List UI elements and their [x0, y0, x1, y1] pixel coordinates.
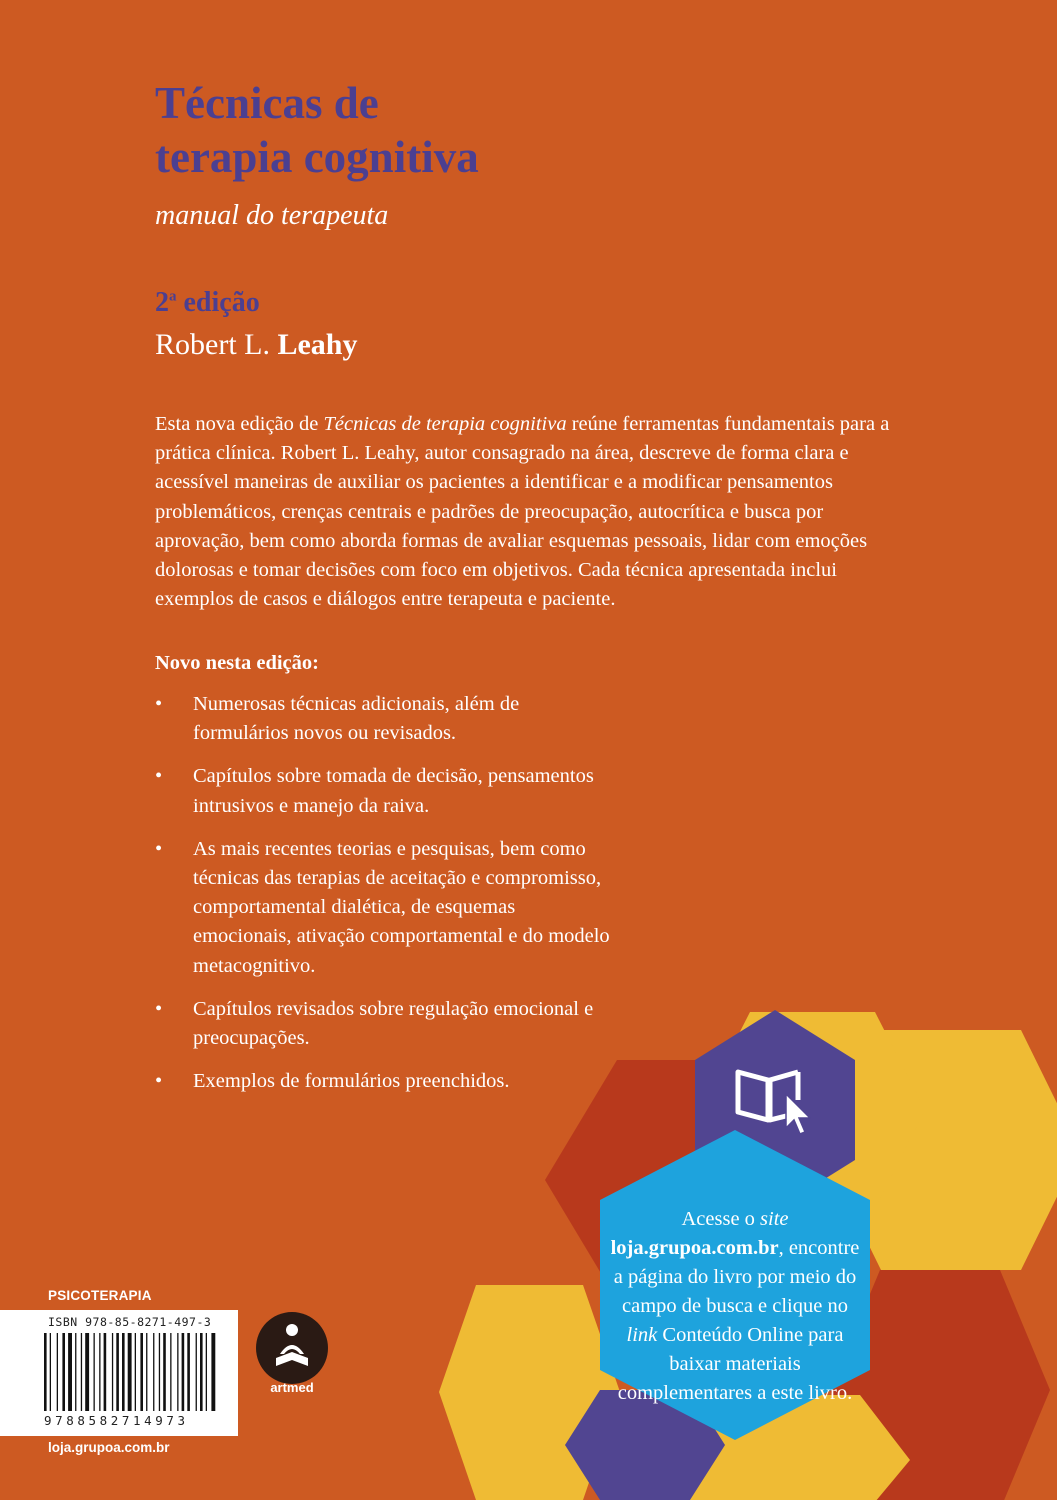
barcode-bar — [122, 1333, 125, 1411]
barcode-bar — [140, 1333, 143, 1411]
barcode-bar — [146, 1333, 147, 1411]
online-link-word: link — [626, 1324, 658, 1346]
edition-word: edição — [183, 287, 260, 318]
online-content-info — [610, 1205, 860, 1408]
barcode-bar — [94, 1333, 95, 1411]
barcode-bar — [135, 1333, 136, 1411]
online-intro: Acesse o — [681, 1208, 761, 1230]
bullet: • — [155, 765, 163, 788]
category-label: PSICOTERAPIA — [48, 1288, 152, 1303]
barcode-bar — [128, 1333, 132, 1411]
barcode-bar — [57, 1333, 58, 1411]
description-part-1: Esta nova edição de — [155, 413, 324, 435]
barcode-bar — [104, 1333, 107, 1411]
barcode-bar — [44, 1333, 47, 1411]
feature-text: Capítulos revisados sobre regulação emocional e preocupações. — [193, 997, 594, 1050]
publisher-name: artmed — [270, 1380, 314, 1395]
new-features-heading: Novo nesta edição: — [155, 652, 319, 674]
barcode-bar — [159, 1333, 160, 1411]
title-line-2: terapia cognitiva — [155, 132, 479, 182]
barcode-bar — [81, 1333, 82, 1411]
feature-text: Exemplos de formulários preenchidos. — [193, 1070, 510, 1093]
bullet: • — [155, 837, 163, 860]
author-first-name: Robert L. — [155, 328, 270, 361]
publisher-logo — [254, 1310, 330, 1410]
barcode-bar — [75, 1333, 76, 1411]
barcode-bar — [206, 1333, 207, 1411]
barcode-bar — [187, 1333, 190, 1411]
barcode-bar — [182, 1333, 185, 1411]
store-link[interactable]: loja.grupoa.com.br — [610, 1237, 779, 1259]
feature-text: Capítulos sobre tomada de decisão, pensamentos intrusivos e manejo da raiva. — [193, 765, 594, 817]
edition-ordinal: a — [169, 288, 177, 305]
barcode-bar — [211, 1333, 215, 1411]
bullet: • — [155, 997, 163, 1020]
online-instructions: , encontre a página do livro por meio do campo de busca e clique no — [613, 1237, 860, 1317]
title-line-1: Técnicas de — [155, 78, 379, 128]
author-last-name: Leahy — [277, 328, 358, 361]
barcode-bar — [85, 1333, 89, 1411]
artmed-logo-icon — [254, 1310, 330, 1410]
online-instructions-end: Conteúdo Online para baixar materiais complementares a este livro. — [617, 1324, 853, 1404]
barcode-bar — [177, 1333, 178, 1411]
store-url[interactable]: loja.grupoa.com.br — [48, 1440, 170, 1455]
barcode-bar — [196, 1333, 197, 1411]
book-subtitle: manual do terapeuta — [155, 200, 389, 231]
barcode-bar — [116, 1333, 119, 1411]
barcode-bar — [62, 1333, 65, 1411]
barcode-bar — [170, 1333, 171, 1411]
description-book-title: Técnicas de terapia cognitiva — [323, 413, 567, 435]
barcode-icon — [44, 1333, 230, 1413]
online-site-word: site — [760, 1208, 789, 1230]
barcode-bar — [99, 1333, 100, 1411]
barcode-bar — [68, 1333, 72, 1411]
edition-number: 2 — [155, 287, 169, 318]
barcode-digits: 9788582714973 — [44, 1413, 189, 1428]
barcode-bar — [50, 1333, 51, 1411]
barcode-bar — [112, 1333, 113, 1411]
isbn: ISBN 978-85-8271-497-3 — [48, 1315, 212, 1329]
feature-text: Numerosas técnicas adicionais, além de formulários novos ou revisados. — [193, 693, 520, 745]
bullet: • — [155, 1070, 163, 1093]
barcode-bar — [153, 1333, 154, 1411]
barcode-bar — [200, 1333, 203, 1411]
bullet: • — [155, 693, 163, 715]
feature-text: As mais recentes teorias e pesquisas, bem como técnicas das terapias de aceitação e compromisso, comportamental dialética, de esquemas emocionais, ativação comportamental e do modelo metacognitivo. — [193, 837, 610, 977]
description-part-2: reúne ferramentas fundamentais para a prática clínica. Robert L. Leahy, autor consagrado na área, descreve de forma clara e acessível maneiras de auxiliar os pacientes a identificar e a modificar pensamentos problemáticos, crenças centrais e padrões de preocupação, autocrítica e busca por aprovação, bem como aborda formas de avaliar esquemas pessoais, lidar com emoções dolorosas e tomar decisões com foco em objetivos. Cada técnica apresentada inclui exemplos de casos e diálogos entre terapeuta e paciente. — [155, 413, 890, 611]
barcode-bar — [163, 1333, 166, 1411]
